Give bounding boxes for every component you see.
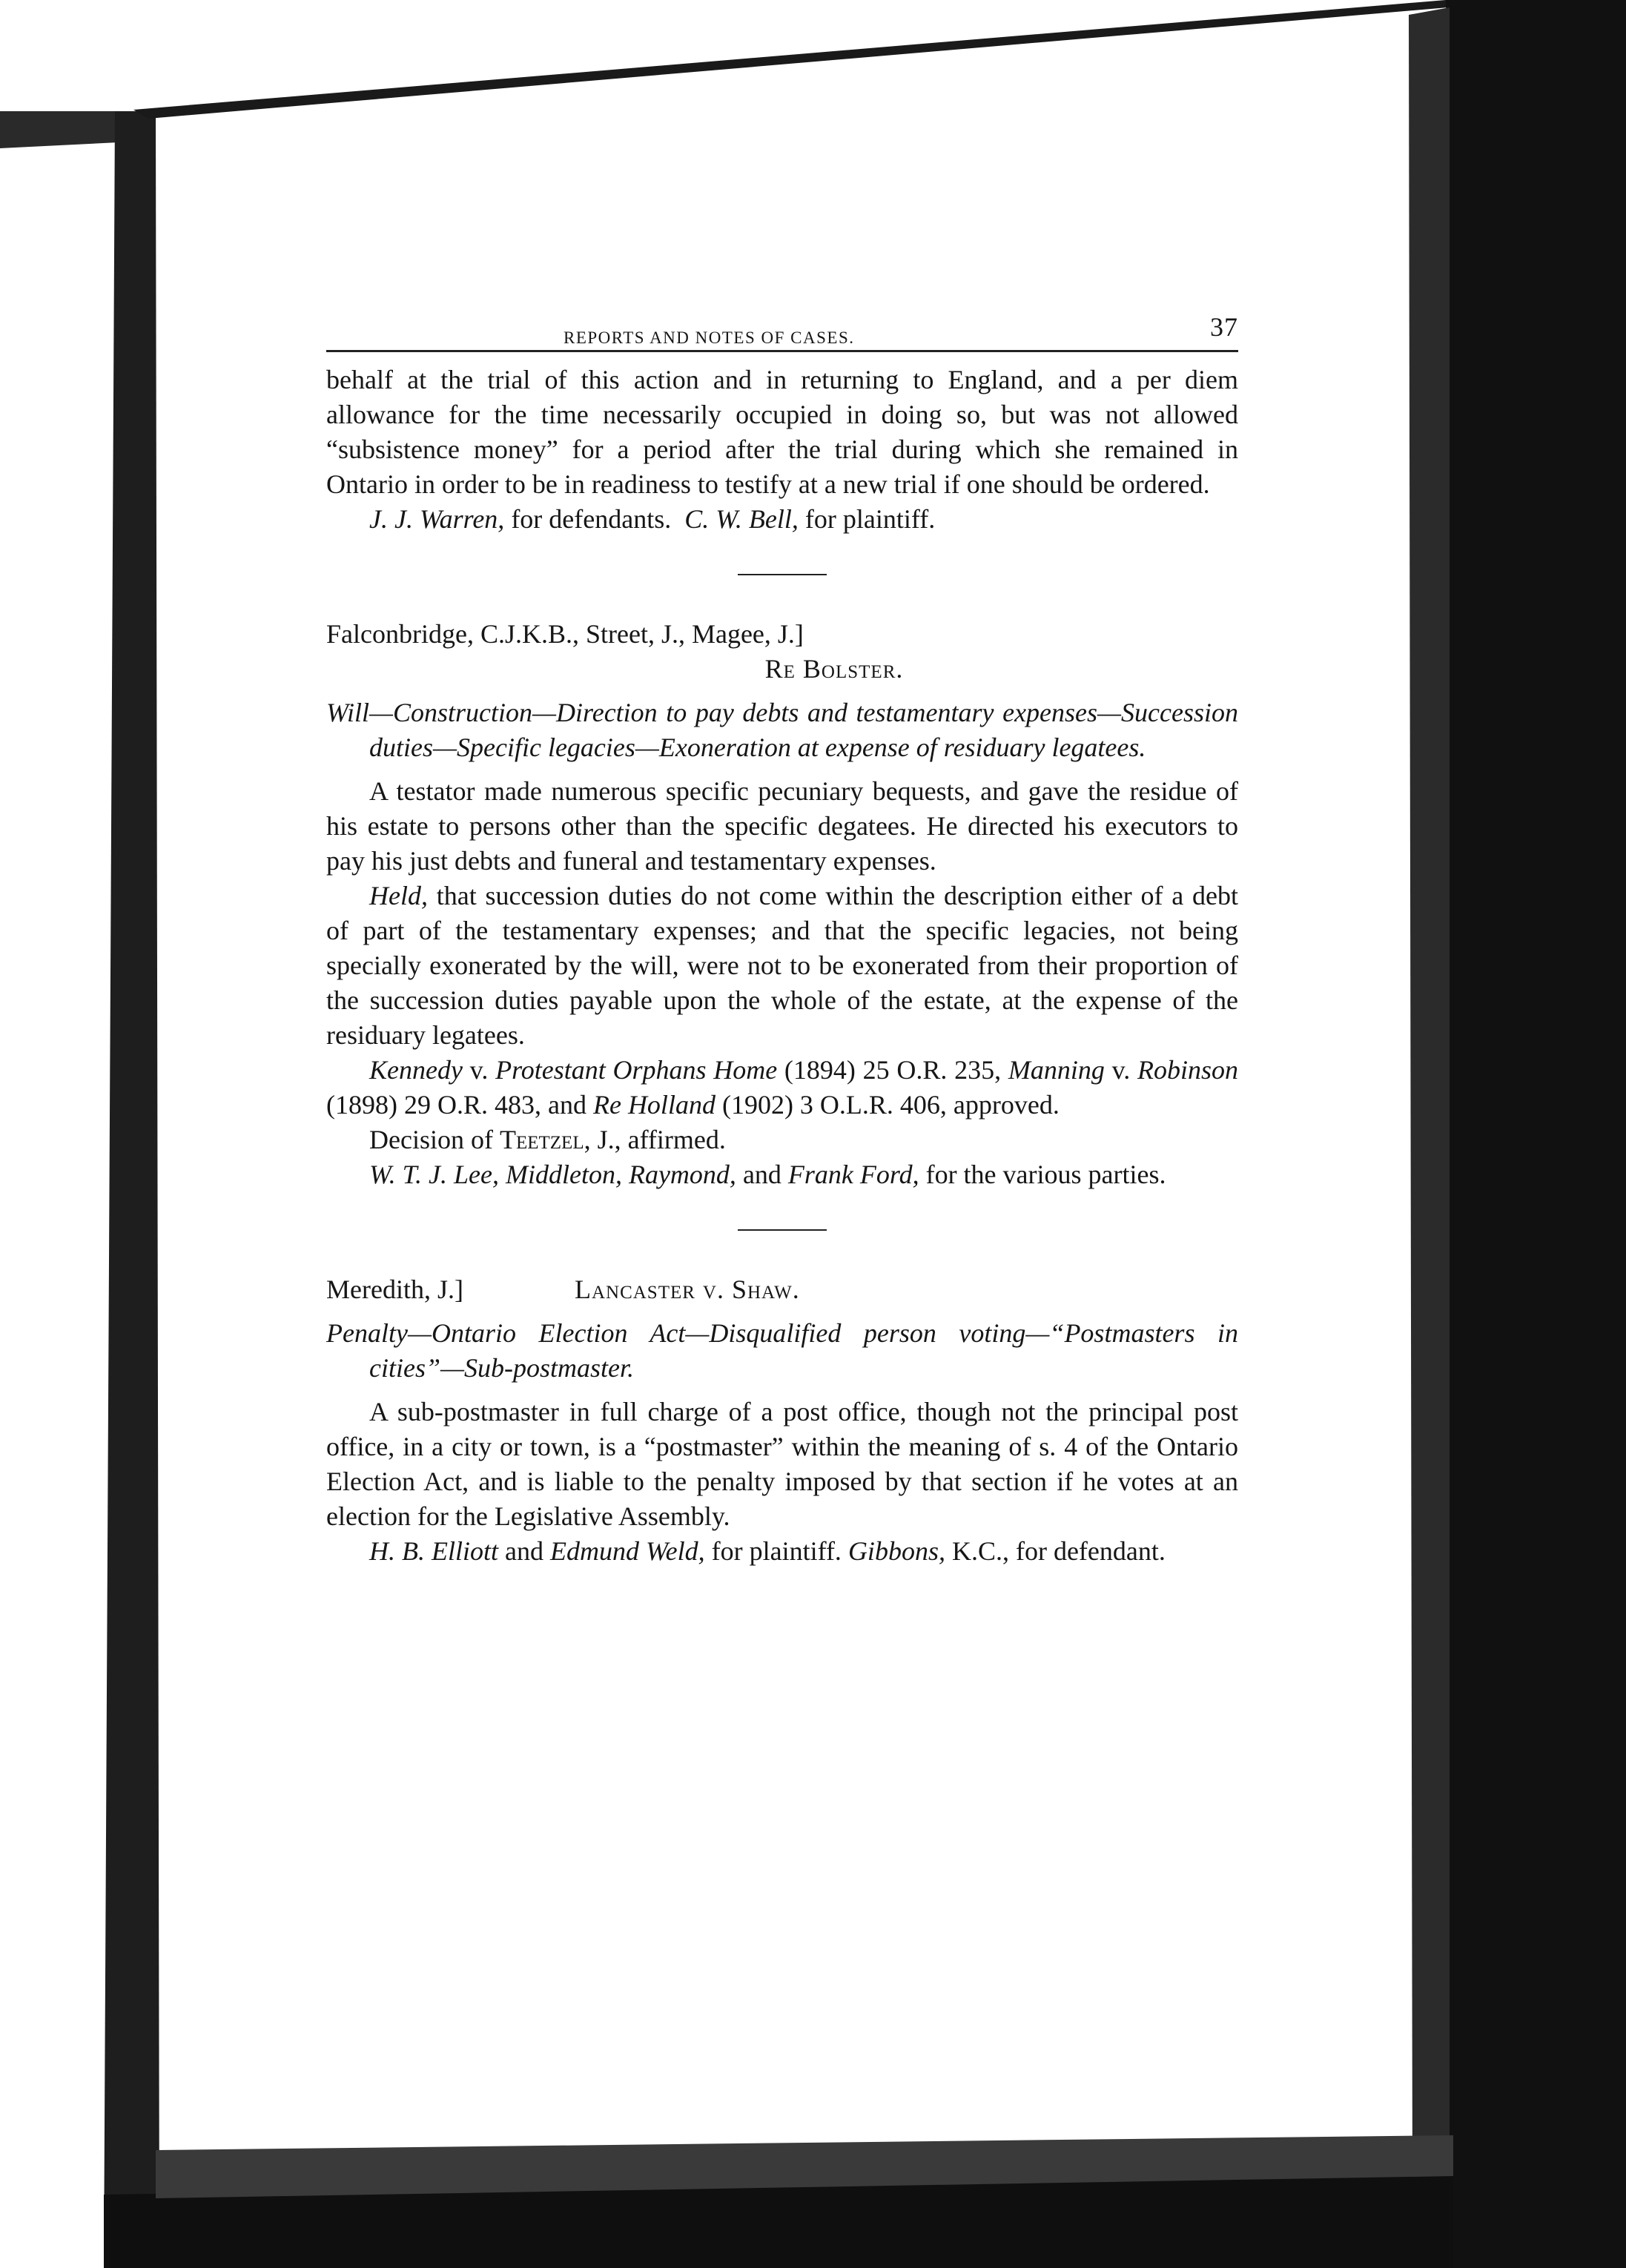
counsel-role: for defendants. [504,504,672,534]
counsel-name: J. J. Warren, [369,504,505,534]
case-1-judges: Falconbridge, C.J.K.B., Street, J., Magee, J.] [326,619,804,649]
counsel-suffix: for the various parties. [919,1160,1166,1189]
citation-ref: (1902) 3 O.L.R. 406, approved. [715,1090,1060,1120]
page-number: 37 [1210,312,1238,342]
counsel-name: Frank Ford, [787,1160,919,1189]
case-1-catchwords: Will—Construction—Direction to pay debts and testamentary expenses—Succession duties—Specific legacies—Exoneration at expense of residuary legatees. [326,698,1238,762]
citation-name: Re Holland [592,1090,715,1120]
citation-name: Kennedy [369,1055,463,1085]
citation-party: Robinson [1137,1055,1238,1085]
counsel-and: and [498,1536,550,1566]
counsel-and: and [736,1160,788,1189]
citation-v: v. [1104,1055,1137,1085]
citation-ref: (1894) 25 O.R. 235, [777,1055,1002,1085]
citation-ref: (1898) 29 O.R. 483, and [326,1090,593,1120]
held-text: that succession duties do not come within the description either of a debt of part of the testamentary expenses; and that the specific legacies, not being specially exonerated by the will, were not to be exonerated from their proportion of the succession duties payable upon the whole of the estate, at the expense of the residuary legatees. [326,881,1238,1050]
counsel-name: Edmund Weld, [549,1536,705,1566]
running-head [326,297,1238,347]
counsel-name: H. B. Elliott [369,1536,498,1566]
book-page [326,297,1238,1928]
opening-paragraph: behalf at the trial of this action and in returning to England, and a per diem allowance for the time necessarily occupied in doing so, but was not allowed “subsistence money” for a period after the trial during which she remained in Ontario in order to be in readiness to testify at a new trial if one should be ordered. [326,365,1238,499]
counsel-role: for plaintiff. [798,504,936,534]
held-label: Held, [369,881,428,910]
counsel-role: for plaintiff. [704,1536,848,1566]
running-head-title: REPORTS AND NOTES OF CASES. [564,328,855,347]
case-2-catchwords: Penalty—Ontario Election Act—Disqualified person voting—“Postmasters in cities”—Sub-postmaster. [326,1318,1238,1383]
case-1-citations [326,1053,1238,1123]
case-1-decision [326,1123,1238,1157]
opening-counsel [326,502,1238,537]
counsel-suffix: K.C., for defendant. [945,1536,1166,1566]
counsel-name: C. W. Bell, [684,504,799,534]
citation-name: Manning [1008,1055,1105,1085]
case-1-facts: A testator made numerous specific pecuniary bequests, and gave the residue of his estate to persons other than the specific degatees. He directed his executors to pay his just debts and funeral and testamentary expenses. [326,776,1238,876]
citation-v: v. [462,1055,496,1085]
case-2-heading [326,1272,1238,1307]
counsel-names: W. T. J. Lee, Middleton, Raymond, [369,1160,736,1189]
citation-party: Protestant Orphans Home [495,1055,778,1085]
decision-judge: Teetzel [499,1125,584,1154]
counsel-name: Gibbons, [847,1536,945,1566]
case-2-facts: A sub-postmaster in full charge of a post office, though not the principal post office, in a city or town, is a “postmaster” within the meaning of s. 4 of the Ontario Election Act, and is liable to the penalty imposed by that section if he votes at an election for the Legislative Assembly. [326,1397,1238,1531]
case-1-held [326,879,1238,1053]
case-1-name: Re Bolster. [764,654,904,684]
case-2-counsel [326,1534,1238,1569]
section-divider [738,1229,827,1231]
case-1-counsel [326,1157,1238,1192]
section-divider [738,574,827,575]
decision-prefix: Decision of [369,1125,500,1154]
case-2-name: Lancaster v. Shaw. [574,1274,800,1304]
decision-suffix: , J., affirmed. [584,1125,726,1154]
case-2-judge: Meredith, J.] [326,1274,463,1304]
